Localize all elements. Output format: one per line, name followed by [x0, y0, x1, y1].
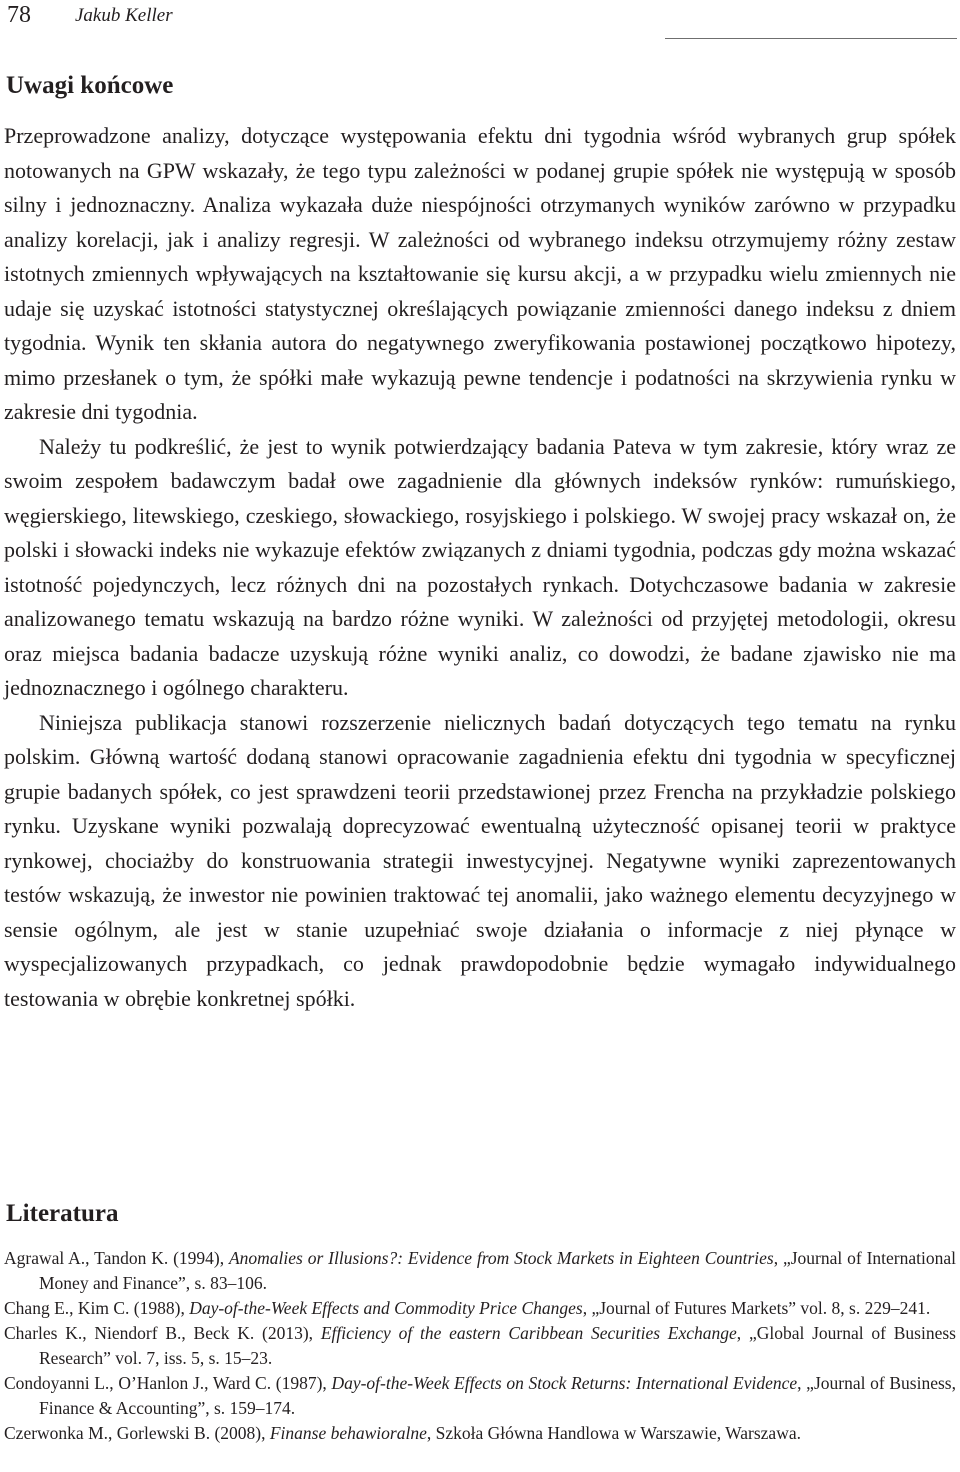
paragraph: Przeprowadzone analizy, dotyczące występowania efektu dni tygodnia wśród wybranych grup spółek notowanych na GPW wskazały, że tego typu zależności w podanej grupie spółek nie występują w sposób silny i jednoznaczny. Analiza wykazała duże niespójności otrzymanych wyników zarówno w przypadku analizy korelacji, jak i analizy regresji. W zależności od wybranego indeksu otrzymujemy różny zestaw istotnych zmiennych wpływających na kształtowanie się kursu akcji, a w przypadku wielu zmiennych nie udaje się uzyskać istotności statystycznej określających powiązanie zmienności danego indeksu z dniem tygodnia. Wynik ten skłania autora do negatywnego zweryfikowania postawionej początkowo hipotezy, mimo przesłanek o tym, że spółki małe wykazują pewne tendencje i podatności na skrzywienia rynku w zakresie dni tygodnia.: [4, 123, 956, 424]
section-heading-references: Literatura: [6, 1200, 119, 1227]
reference-title: Efficiency of the eastern Caribbean Securities Exchange: [320, 1323, 737, 1343]
page-number: 78: [7, 2, 31, 28]
reference-authors-year: Czerwonka M., Gorlewski B. (2008),: [4, 1423, 270, 1443]
reference-authors-year: Condoyanni L., O’Hanlon J., Ward C. (1987),: [4, 1373, 332, 1393]
section-heading-conclusions: Uwagi końcowe: [6, 72, 174, 99]
reference-authors-year: Chang E., Kim C. (1988),: [4, 1298, 190, 1318]
running-head-author: Jakub Keller: [75, 5, 173, 26]
reference-source: , „Journal of International Money and Finance”, s. 83–106.: [39, 1248, 956, 1293]
reference-title: Finanse behawioralne: [269, 1423, 427, 1443]
reference-authors-year: Charles K., Niendorf B., Beck K. (2013),: [4, 1323, 321, 1343]
reference-authors-year: Agrawal A., Tandon K. (1994),: [4, 1248, 229, 1268]
header-rule: [665, 38, 957, 39]
reference-item: [4, 1421, 956, 1446]
reference-title: Anomalies or Illusions?: Evidence from Stock Markets in Eighteen Countries: [228, 1248, 774, 1268]
reference-source: , „Journal of Futures Markets” vol. 8, s. 229–241.: [582, 1298, 931, 1318]
reference-source: , „Journal of Business, Finance & Accounting”, s. 159–174.: [39, 1373, 956, 1418]
reference-source: , Szkoła Główna Handlowa w Warszawie, Warszawa.: [426, 1423, 801, 1443]
reference-title: Day-of-the-Week Effects on Stock Returns: International Evidence: [331, 1373, 798, 1393]
reference-item: [4, 1321, 956, 1371]
reference-item: [4, 1246, 956, 1296]
paragraph: Należy tu podkreślić, że jest to wynik potwierdzający badania Pateva w tym zakresie, który wraz ze swoim zespołem badawczym badał owe zagadnienie dla głównych indeksów rynków: rumuńskiego, węgierskiego, litewskiego, czeskiego, słowackiego, rosyjskiego i polskiego. W swojej pracy wskazał on, że polski i słowacki indeks nie wykazuje efektów związanych z dniami tygodnia, podczas gdy można wskazać istotność pojedynczych, lecz różnych dni na pozostałych rynkach. Dotychczasowe badania w zakresie analizowanego tematu wskazują na bardzo różne wyniki. W zależności od przyjętej metodologii, okresu oraz miejsca badania badacze uzyskują różne wyniki analiz, co dowodzi, że badane zjawisko nie ma jednoznacznego i ogólnego charakteru.: [4, 433, 956, 700]
reference-title: Day-of-the-Week Effects and Commodity Price Changes: [189, 1298, 583, 1318]
page-header: [7, 0, 957, 40]
reference-list: [4, 1246, 956, 1446]
reference-item: [4, 1296, 956, 1321]
paragraph: Niniejsza publikacja stanowi rozszerzenie nielicznych badań dotyczących tego tematu na rynku polskim. Główną wartość dodaną stanowi opracowanie zagadnienia efektu dni tygodnia w specyficznej grupie badanych spółek, co jest sprawdzeni teorii przedstawionej przez Frencha na przykładzie polskiego rynku. Uzyskane wyniki pozwalają doprecyzować ewentualną użyteczność opisanej teorii w praktyce rynkowej, chociażby do konstruowania strategii inwestycyjnej. Negatywne wyniki zaprezentowanych testów wskazują, że inwestor nie powinien traktować tej anomalii, jako ważnego elementu decyzyjnego w sensie ogólnym, ale jest w stanie uzupełniać swoje działania o informacje z niej płynące w wyspecjalizowanych przypadkach, co jednak prawdopodobnie będzie wymagało indywidualnego testowania w obrębie konkretnej spółki.: [4, 709, 956, 1011]
reference-source: , „Global Journal of Business Research” vol. 7, iss. 5, s. 15–23.: [39, 1323, 956, 1368]
conclusions-body: [4, 119, 956, 1016]
reference-item: [4, 1371, 956, 1421]
